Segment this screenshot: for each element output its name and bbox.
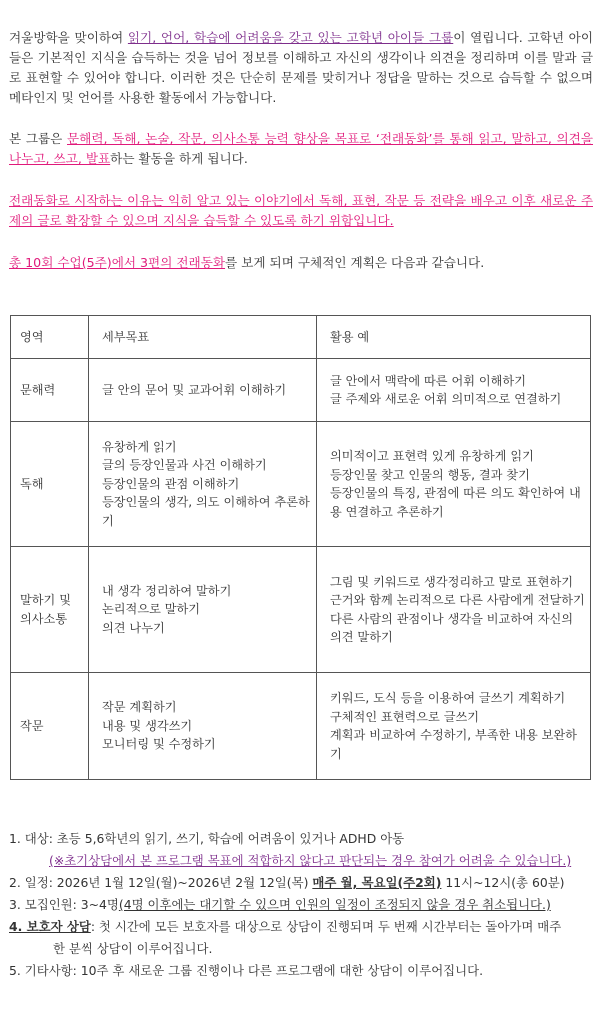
capacity-note: (4명 이후에는 대기할 수 있으며 인원의 일정이 조정되지 않을 경우 취소됩니다.)	[118, 897, 551, 912]
schedule-text: 2. 일정: 2026년 1월 12일(월)~2026년 2월 12일(목)	[9, 875, 313, 890]
intro-paragraph-2	[9, 129, 593, 169]
example-cell	[317, 422, 591, 547]
intro-text: 이 열립니다. 고학년 아이들은 기본적인 지식을 습득하는 것을 넘어 정보를 이해하고 자신의 생각이나 의견을 정리하며 이를 말과 글로 표현할 수 있어야 합니다. 이러한 것은 단순히 문제를 맞히거나 정답을 말하는 것으로 습득할 수 없으며 메타인지 및 언어를 사용한 활동에서 가능합니다.	[9, 30, 594, 105]
table-row	[11, 673, 591, 780]
goals-table	[10, 315, 591, 780]
area-cell: 문해력	[11, 359, 89, 422]
example-cell	[317, 359, 591, 422]
goal-item: 의견 나누기	[102, 620, 165, 635]
table-header-row	[11, 316, 591, 359]
goal-cell	[89, 359, 317, 422]
example-cell	[317, 673, 591, 780]
example-item: 글 안에서 맥락에 따른 어휘 이해하기	[330, 373, 526, 388]
example-item: 글 주제와 새로운 어휘 의미적으로 연결하기	[330, 392, 562, 406]
table-row	[11, 359, 591, 422]
target-group-highlight: 읽기, 언어, 학습에 어려움을 갖고 있는 고학년 아이들 그룹	[127, 30, 454, 45]
capacity-text: 3. 모집인원: 3~4명	[9, 897, 119, 912]
example-item: 구체적인 표현력으로 글쓰기	[330, 709, 480, 724]
goal-item: 내용 및 생각쓰기	[102, 718, 193, 733]
area-cell: 작문	[11, 673, 89, 780]
session-count-highlight: 총 10회 수업(5주)에서 3편의 전래동화	[9, 255, 226, 270]
example-item: 등장인물의 특징, 관점에 따른 의도 확인하여 내용 연결하고 추론하기	[330, 486, 581, 519]
table-row	[11, 547, 591, 673]
header-goal: 세부목표	[89, 316, 317, 359]
schedule-days: 매주 월, 목요일(주2회)	[312, 875, 442, 890]
program-info-list	[9, 828, 593, 982]
goal-item: 작문 계획하기	[102, 700, 177, 715]
goal-item: 내 생각 정리하여 말하기	[102, 583, 232, 598]
area-cell: 말하기 및 의사소통	[11, 547, 89, 673]
info-parent-counseling	[9, 916, 593, 938]
area-cell: 독해	[11, 422, 89, 547]
info-capacity	[9, 894, 593, 916]
example-item: 키워드, 도식 등을 이용하여 글쓰기 계획하기	[330, 691, 566, 705]
goal-item: 논리적으로 말하기	[102, 602, 201, 617]
intro-text: 를 보게 되며 구체적인 계획은 다음과 같습니다.	[225, 255, 485, 270]
intro-paragraph-3: 전래동화로 시작하는 이유는 익히 알고 있는 이야기에서 독해, 표현, 작문 등 전략을 배우고 이후 새로운 주제의 글로 확장할 수 있으며 지식을 습득할 수 있도록 하기 위함입니다.	[9, 193, 593, 228]
example-cell	[317, 547, 591, 673]
parent-counseling-label: 4. 보호자 상담	[9, 919, 91, 934]
goal-item: 글의 등장인물과 사건 이해하기	[102, 458, 267, 473]
example-item: 그림 및 키워드로 생각정리하고 말로 표현하기	[330, 574, 574, 589]
goal-item: 글 안의 문어 및 교과어휘 이해하기	[102, 382, 287, 397]
parent-counseling-text: : 첫 시간에 모든 보호자를 대상으로 상담이 진행되며 두 번째 시간부터는 돌아가며 매주	[90, 919, 562, 934]
intro-paragraph-4	[9, 253, 593, 273]
schedule-time: 11시~12시(총 60분)	[441, 875, 565, 890]
info-target: 1. 대상: 초등 5,6학년의 읽기, 쓰기, 학습에 어려움이 있거나 ADHD 아동	[9, 831, 405, 846]
example-item: 다른 사람의 관점이나 생각을 비교하여 자신의 의견 말하기	[330, 611, 574, 644]
intro-text: 겨울방학을 맞이하여	[9, 30, 128, 45]
goal-cell	[89, 673, 317, 780]
goal-cell	[89, 547, 317, 673]
example-item: 근거와 함께 논리적으로 다른 사람에게 전달하기	[330, 593, 585, 607]
table-row	[11, 422, 591, 547]
info-target-note: (※초기상담에서 본 프로그램 목표에 적합하지 않다고 판단되는 경우 참여가 어려울 수 있습니다.)	[49, 853, 572, 868]
example-item: 계획과 비교하여 수정하기, 부족한 내용 보완하기	[330, 728, 577, 761]
header-example: 활용 예	[317, 316, 591, 359]
info-schedule	[9, 872, 593, 894]
goal-item: 유창하게 읽기	[102, 439, 177, 454]
goal-item: 모니터링 및 수정하기	[102, 737, 216, 752]
program-description	[9, 28, 593, 273]
header-area: 영역	[11, 316, 89, 359]
example-item: 등장인물 찾고 인물의 행동, 결과 찾기	[330, 467, 530, 482]
intro-text: 하는 활동을 하게 됩니다.	[110, 151, 248, 166]
info-parent-counseling-cont: 한 분씩 상담이 이루어집니다.	[53, 941, 213, 956]
example-item: 의미적이고 표현력 있게 유창하게 읽기	[330, 449, 534, 463]
goal-item: 등장인물의 관점 이해하기	[102, 476, 240, 491]
goal-item: 등장인물의 생각, 의도 이해하여 추론하기	[102, 495, 310, 528]
intro-paragraph-1	[9, 28, 593, 108]
info-etc: 5. 기타사항: 10주 후 새로운 그룹 진행이나 다른 프로그램에 대한 상담이 이루어집니다.	[9, 963, 484, 978]
intro-text: 본 그룹은	[9, 131, 67, 146]
goal-highlight: 문해력, 독해, 논술, 작문, 의사소통 능력 향상을 목표로 ‘전래동화’를 통해 읽고, 말하고, 의견을 나누고, 쓰고, 발표	[9, 131, 593, 166]
goal-cell	[89, 422, 317, 547]
